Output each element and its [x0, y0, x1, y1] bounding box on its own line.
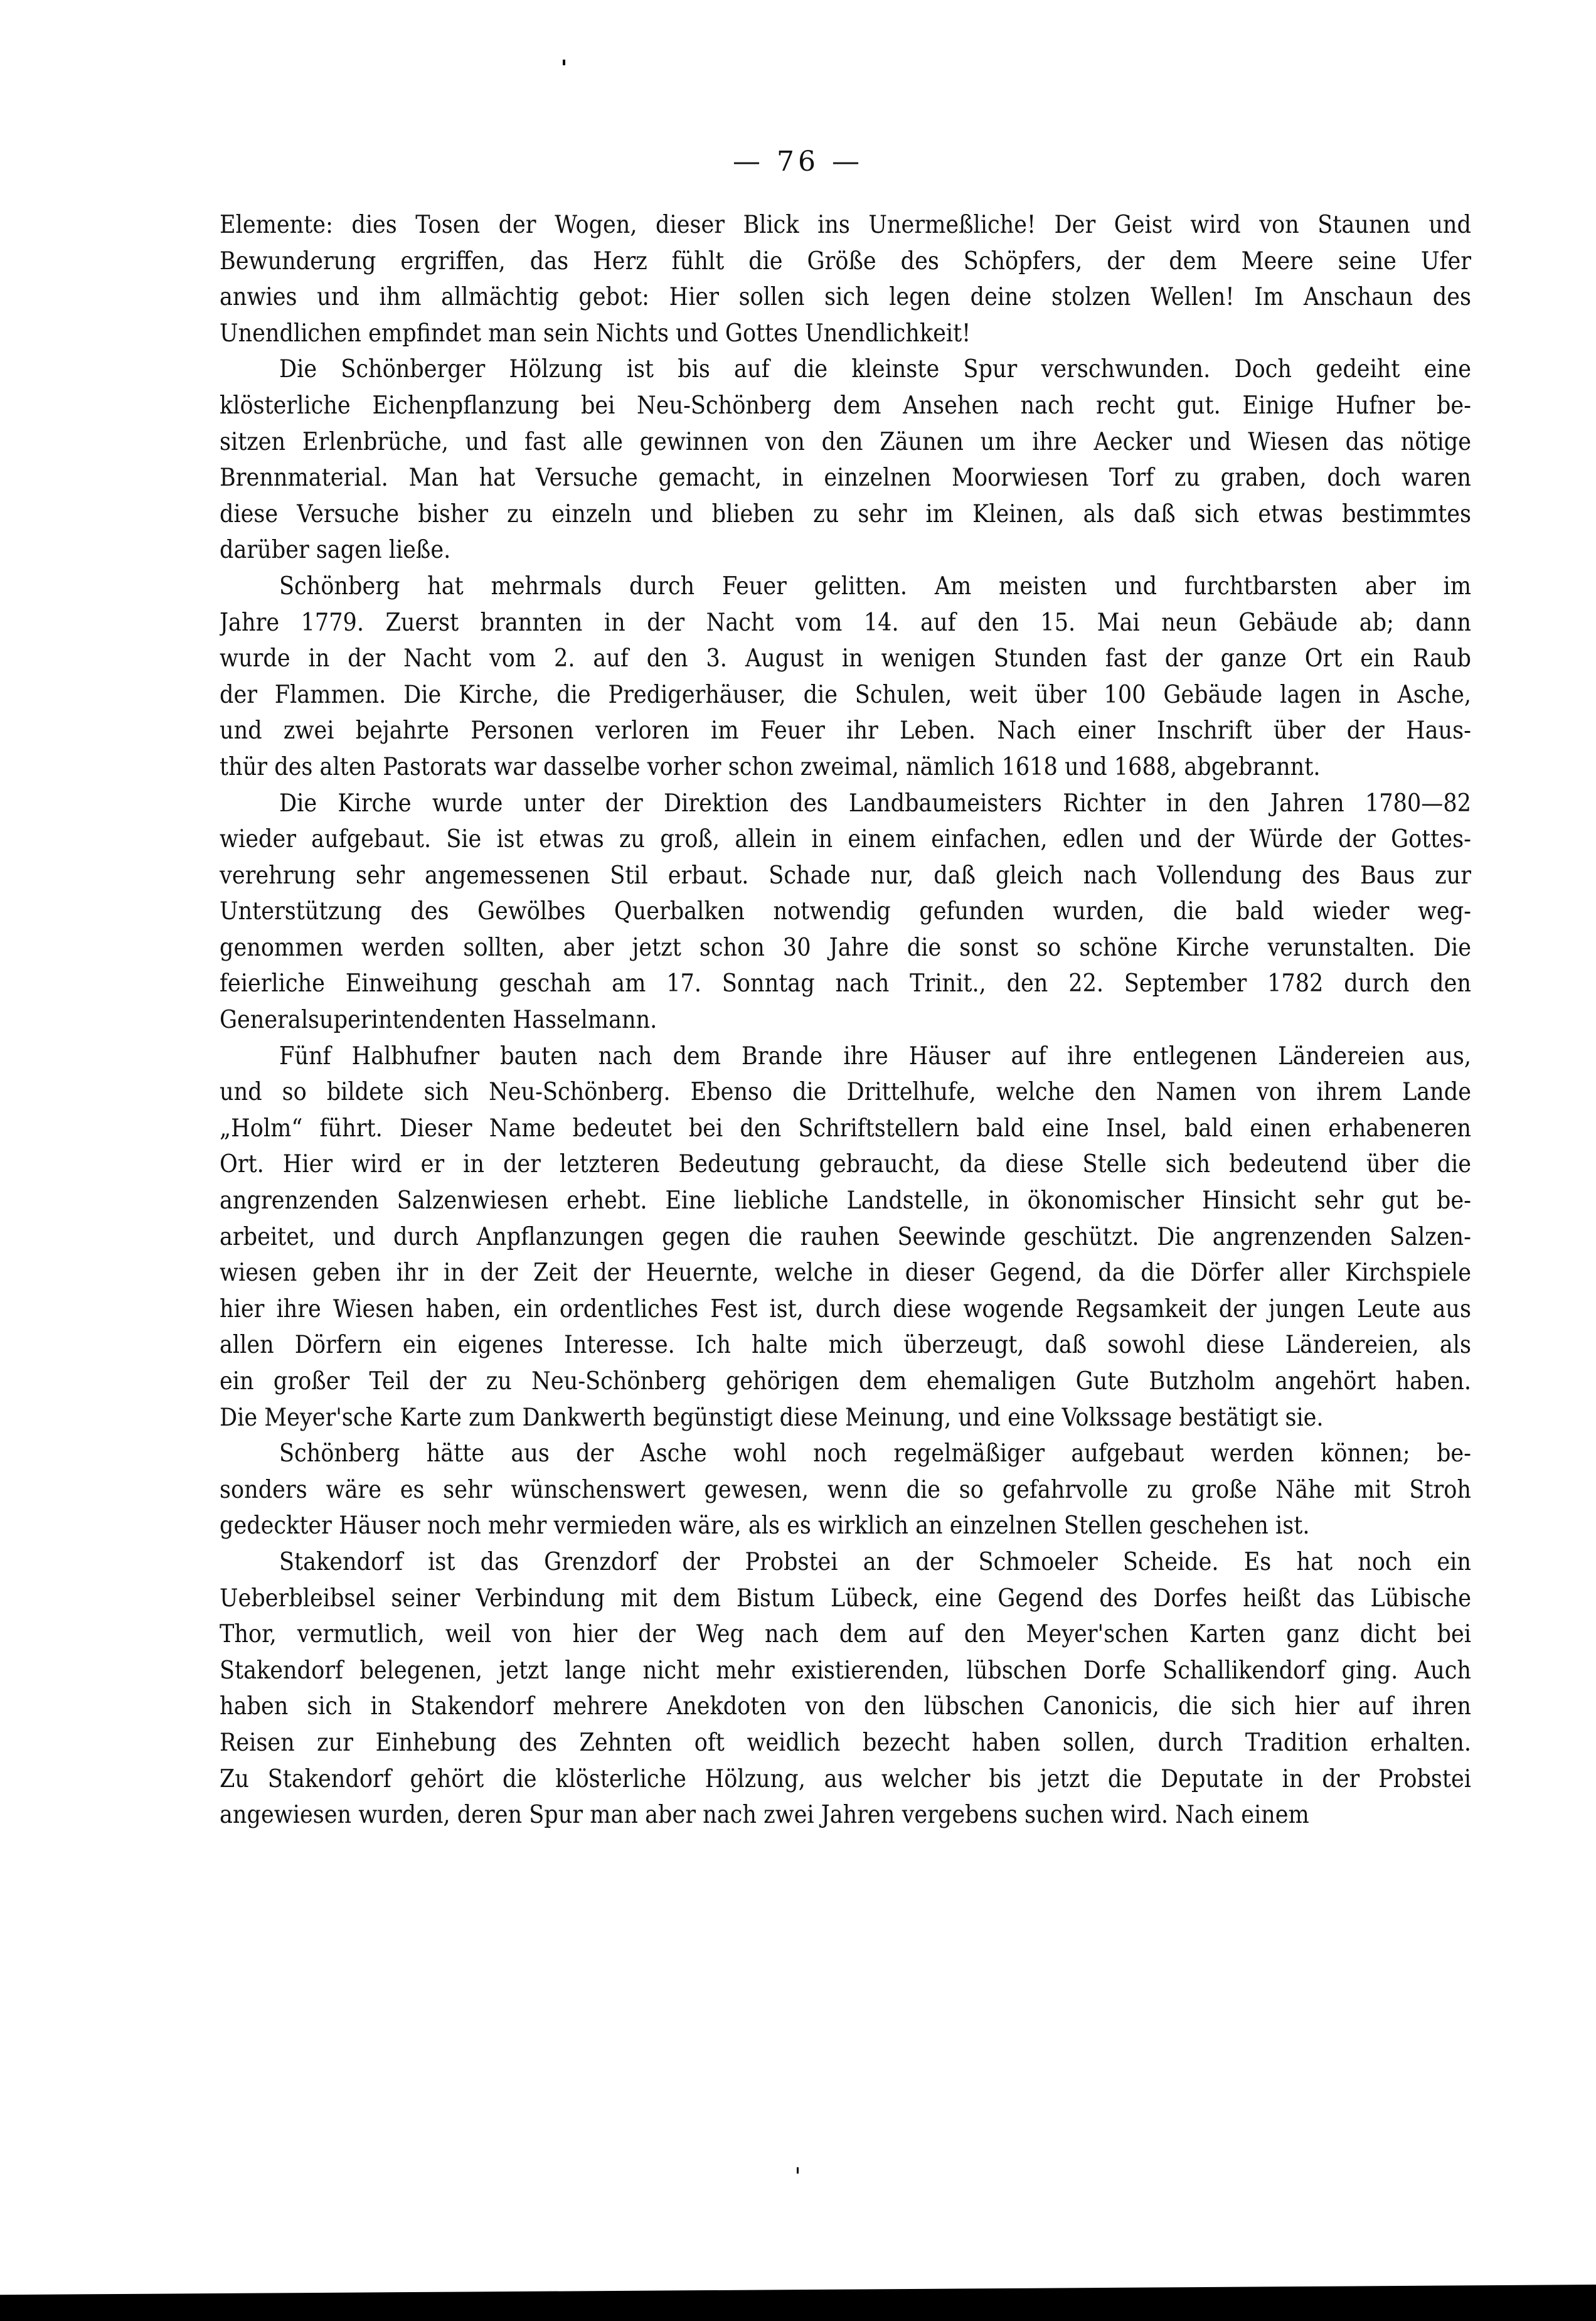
text-line: ein großer Teil der zu Neu-Schönberg gehörigen dem ehemaligen Gute Butzholm angehört haben.: [220, 1367, 1471, 1395]
paragraph: [220, 786, 1471, 1038]
text-line: Reisen zur Einhebung des Zehnten oft weidlich bezecht haben sollen, durch Tradition erhalten.: [220, 1728, 1471, 1757]
text-line: Ort. Hier wird er in der letzteren Bedeutung gebraucht, da diese Stelle sich bedeutend über die: [220, 1150, 1471, 1179]
text-line: Generalsuperintendenten Hasselmann.: [220, 1006, 657, 1035]
text-line: Brennmaterial. Man hat Versuche gemacht, in einzelnen Moorwiesen Torf zu graben, doch waren: [220, 464, 1471, 493]
text-line: Schönberg hat mehrmals durch Feuer gelitten. Am meisten und furchtbarsten aber im: [279, 572, 1471, 600]
text-line: arbeitet, und durch Anpflanzungen gegen die rauhen Seewinde geschützt. Die angrenzenden Salzen-: [220, 1222, 1471, 1251]
text-line: und so bildete sich Neu-Schönberg. Ebenso die Drittelhufe, welche den Namen von ihrem Lande: [220, 1078, 1471, 1107]
text-line: sonders wäre es sehr wünschenswert gewesen, wenn die so gefahrvolle zu große Nähe mit Stroh: [220, 1475, 1471, 1504]
text-line: darüber sagen ließe.: [220, 536, 451, 565]
text-line: sitzen Erlenbrüche, und fast alle gewinnen von den Zäunen um ihre Aecker und Wiesen das nötige: [220, 427, 1471, 456]
text-line: Die Schönberger Hölzung ist bis auf die kleinste Spur verschwunden. Doch gedeiht eine: [279, 355, 1471, 384]
scan-edge-shadow: [0, 2285, 1596, 2321]
text-line: Stakendorf ist das Grenzdorf der Probstei an der Schmoeler Scheide. Es hat noch ein: [279, 1547, 1471, 1576]
text-line: Stakendorf belegenen, jetzt lange nicht mehr existierenden, lübschen Dorfe Schallikendorf ging. Auch: [220, 1656, 1471, 1685]
text-line: hier ihre Wiesen haben, ein ordentliches Fest ist, durch diese wogende Regsamkeit der jungen Leute aus: [220, 1294, 1471, 1323]
text-line: Die Meyer'sche Karte zum Dankwerth begünstigt diese Meinung, und eine Volkssage bestätigt sie.: [220, 1403, 1324, 1432]
text-line: Schönberg hätte aus der Asche wohl noch regelmäßiger aufgebaut werden können; be-: [279, 1439, 1471, 1468]
paragraph: [220, 1038, 1471, 1436]
text-line: Elemente: dies Tosen der Wogen, dieser Blick ins Unermeßliche! Der Geist wird von Staunen und: [220, 211, 1471, 239]
paragraph: [220, 351, 1471, 568]
text-line: allen Dörfern ein eigenes Interesse. Ich halte mich überzeugt, daß sowohl diese Ländereien, als: [220, 1331, 1471, 1360]
ink-speck: [797, 2167, 799, 2174]
ink-speck: [563, 60, 565, 65]
text-line: „Holm“ führt. Dieser Name bedeutet bei den Schriftstellern bald eine Insel, bald einen erhabeneren: [220, 1114, 1471, 1143]
text-line: Die Kirche wurde unter der Direktion des Landbaumeisters Richter in den Jahren 1780—82: [279, 789, 1471, 818]
text-line: wiesen geben ihr in der Zeit der Heuernte, welche in dieser Gegend, da die Dörfer aller Kirchspiele: [220, 1259, 1471, 1288]
text-line: feierliche Einweihung geschah am 17. Sonntag nach Trinit., den 22. September 1782 durch den: [220, 969, 1471, 998]
text-line: genommen werden sollten, aber jetzt schon 30 Jahre die sonst so schöne Kirche verunstalten. Die: [220, 933, 1471, 962]
text-line: wurde in der Nacht vom 2. auf den 3. August in wenigen Stunden fast der ganze Ort ein Raub: [220, 644, 1471, 673]
text-line: Zu Stakendorf gehört die klösterliche Hölzung, aus welcher bis jetzt die Deputate in der Probstei: [220, 1764, 1471, 1793]
page-number: — 76 —: [733, 146, 863, 178]
text-line: diese Versuche bisher zu einzeln und blieben zu sehr im Kleinen, als daß sich etwas bestimmtes: [220, 499, 1471, 528]
text-line: verehrung sehr angemessenen Stil erbaut. Schade nur, daß gleich nach Vollendung des Baus zur: [220, 861, 1471, 890]
text-line: angrenzenden Salzenwiesen erhebt. Eine liebliche Landstelle, in ökonomischer Hinsicht sehr gut be-: [220, 1187, 1471, 1215]
text-line: Fünf Halbhufner bauten nach dem Brande ihre Häuser auf ihre entlegenen Ländereien aus,: [279, 1042, 1471, 1070]
text-line: Ueberbleibsel seiner Verbindung mit dem Bistum Lübeck, eine Gegend des Dorfes heißt das Lübische: [220, 1584, 1471, 1613]
body-text: [220, 207, 1471, 1833]
text-line: Unterstützung des Gewölbes Querbalken notwendig gefunden wurden, die bald wieder weg-: [220, 897, 1471, 926]
text-line: Thor, vermutlich, weil von hier der Weg nach dem auf den Meyer'schen Karten ganz dicht bei: [220, 1620, 1471, 1649]
text-line: gedeckter Häuser noch mehr vermieden wäre, als es wirklich an einzelnen Stellen geschehen ist.: [220, 1512, 1310, 1540]
text-line: Bewunderung ergriffen, das Herz fühlt die Größe des Schöpfers, der dem Meere seine Ufer: [220, 247, 1471, 275]
paragraph: [220, 568, 1471, 786]
text-line: haben sich in Stakendorf mehrere Anekdoten von den lübschen Canonicis, die sich hier auf ihren: [220, 1692, 1471, 1721]
text-line: wieder aufgebaut. Sie ist etwas zu groß, allein in einem einfachen, edlen und der Würde der Gottes-: [220, 825, 1471, 854]
text-line: und zwei bejahrte Personen verloren im Feuer ihr Leben. Nach einer Inschrift über der Haus-: [220, 717, 1471, 745]
paragraph: [220, 1544, 1471, 1833]
text-line: anwies und ihm allmächtig gebot: Hier sollen sich legen deine stolzen Wellen! Im Anschaun des: [220, 283, 1471, 312]
text-line: Unendlichen empfindet man sein Nichts und Gottes Unendlichkeit!: [220, 319, 971, 348]
text-line: thür des alten Pastorats war dasselbe vorher schon zweimal, nämlich 1618 und 1688, abgebrannt.: [220, 752, 1321, 781]
text-line: der Flammen. Die Kirche, die Predigerhäuser, die Schulen, weit über 100 Gebäude lagen in Asche,: [220, 680, 1471, 709]
text-line: klösterliche Eichenpflanzung bei Neu-Schönberg dem Ansehen nach recht gut. Einige Hufner be-: [220, 391, 1471, 420]
paragraph: [220, 1436, 1471, 1544]
paragraph: [220, 207, 1471, 351]
text-line: angewiesen wurden, deren Spur man aber nach zwei Jahren vergebens suchen wird. Nach einem: [220, 1801, 1309, 1830]
text-line: Jahre 1779. Zuerst brannten in der Nacht vom 14. auf den 15. Mai neun Gebäude ab; dann: [220, 608, 1471, 637]
